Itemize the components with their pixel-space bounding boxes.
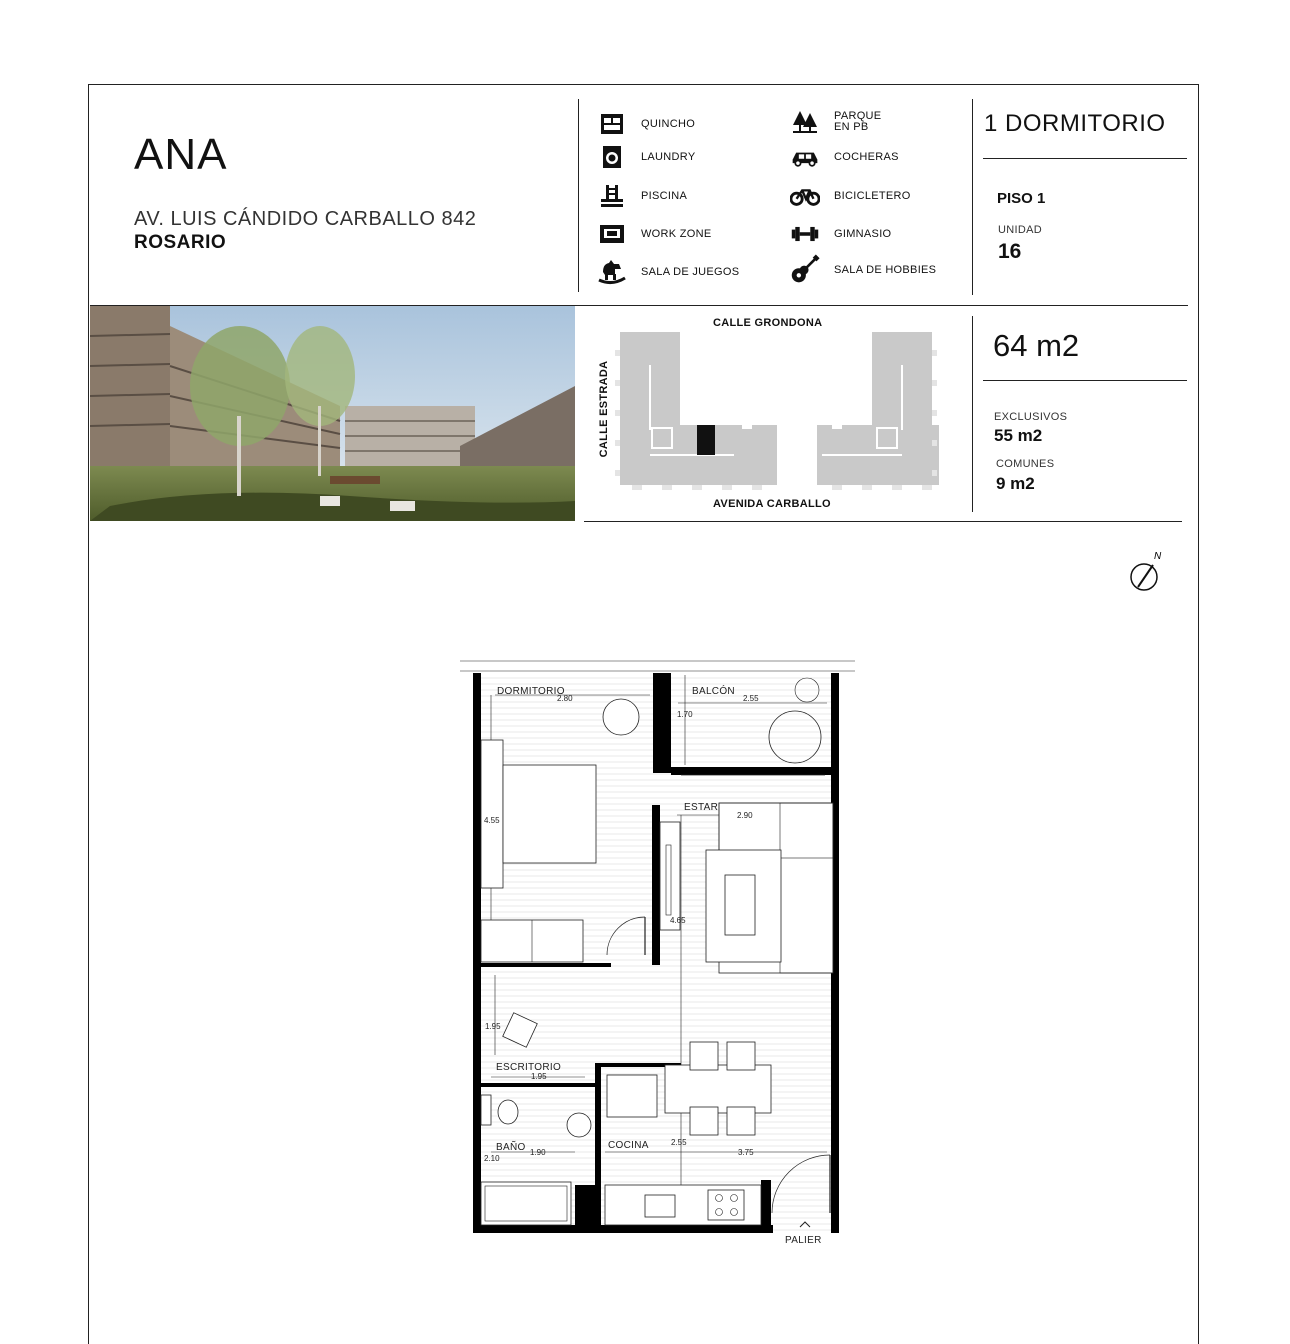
pool-icon: [597, 184, 627, 208]
unit-floor: PISO 1: [997, 190, 1046, 207]
washing-machine-icon: [597, 145, 627, 169]
common-label: COMUNES: [996, 458, 1055, 470]
dim-cocina-height: 2.55: [671, 1138, 687, 1147]
room-cocina: COCINA: [608, 1140, 649, 1151]
room-bano: BAÑO: [496, 1142, 526, 1153]
unit-type: 1 DORMITORIO: [984, 110, 1166, 137]
project-address: AV. LUIS CÁNDIDO CARBALLO 842: [134, 208, 477, 230]
room-dormitorio: DORMITORIO: [497, 686, 565, 697]
unit-label: UNIDAD: [998, 224, 1042, 236]
north-label: N: [1154, 551, 1162, 562]
dim-dorm-height: 4.55: [484, 816, 500, 825]
parque-line1: PARQUE: [834, 110, 882, 122]
amenity-parque: [790, 110, 881, 134]
street-bottom: AVENIDA CARBALLO: [713, 498, 831, 510]
street-left: CALLE ESTRADA: [598, 360, 610, 458]
compass: [1125, 545, 1175, 595]
project-name: ANA: [134, 130, 228, 179]
project-city: ROSARIO: [134, 232, 227, 253]
highlighted-unit: [697, 425, 715, 455]
key-plan: [612, 330, 942, 495]
divider: [578, 99, 579, 292]
dim-escr-height: 1.95: [485, 1022, 501, 1031]
building-render-image: [90, 306, 575, 521]
dim-cocina-width: 3.75: [738, 1148, 754, 1157]
laptop-icon: [597, 222, 627, 246]
dumbbell-icon: [790, 222, 820, 246]
divider: [983, 158, 1187, 159]
amenity-piscina: PISCINA: [597, 184, 687, 208]
room-escritorio: ESCRITORIO: [496, 1062, 562, 1073]
exclusive-label: EXCLUSIVOS: [994, 411, 1068, 423]
unit-number: 16: [998, 240, 1022, 263]
bicycle-icon: [790, 184, 820, 208]
trees-icon: [790, 110, 820, 134]
parque-line2: EN PB: [834, 121, 869, 133]
dim-bano-width: 1.90: [530, 1148, 546, 1157]
amenity-cocheras: COCHERAS: [790, 145, 899, 169]
dim-balcon-height: 1.70: [677, 710, 693, 719]
amenity-sala-juegos: SALA DE JUEGOS: [597, 260, 739, 284]
guitar-icon: [790, 258, 820, 282]
dim-bano-height: 2.10: [484, 1154, 500, 1163]
rocking-horse-icon: [597, 260, 627, 284]
room-balcon: BALCÓN: [692, 686, 735, 697]
divider: [584, 521, 1182, 522]
floor-plan: [455, 655, 865, 1255]
amenity-laundry: LAUNDRY: [597, 145, 695, 169]
total-area: 64 m2: [993, 328, 1080, 363]
dim-dorm-width: 2.80: [557, 694, 573, 703]
common-area: 9 m2: [996, 474, 1035, 493]
dim-balcon-width: 2.55: [743, 694, 759, 703]
exclusive-area: 55 m2: [994, 426, 1043, 445]
divider: [972, 316, 973, 512]
amenity-sala-hobbies: SALA DE HOBBIES: [790, 258, 936, 282]
room-estar: ESTAR: [684, 802, 719, 813]
amenity-bicicletero: BICICLETERO: [790, 184, 911, 208]
divider: [972, 99, 973, 295]
room-palier: PALIER: [785, 1235, 822, 1246]
amenity-workzone: WORK ZONE: [597, 222, 712, 246]
car-icon: [790, 145, 820, 169]
grill-icon: [597, 112, 627, 136]
amenity-gimnasio: GIMNASIO: [790, 222, 891, 246]
street-top: CALLE GRONDONA: [713, 317, 823, 329]
amenity-quincho: QUINCHO: [597, 112, 695, 136]
dim-estar-width: 2.90: [737, 811, 753, 820]
dim-estar-height: 4.65: [670, 916, 686, 925]
divider: [983, 380, 1187, 381]
dim-escr-width: 1.95: [531, 1072, 547, 1081]
